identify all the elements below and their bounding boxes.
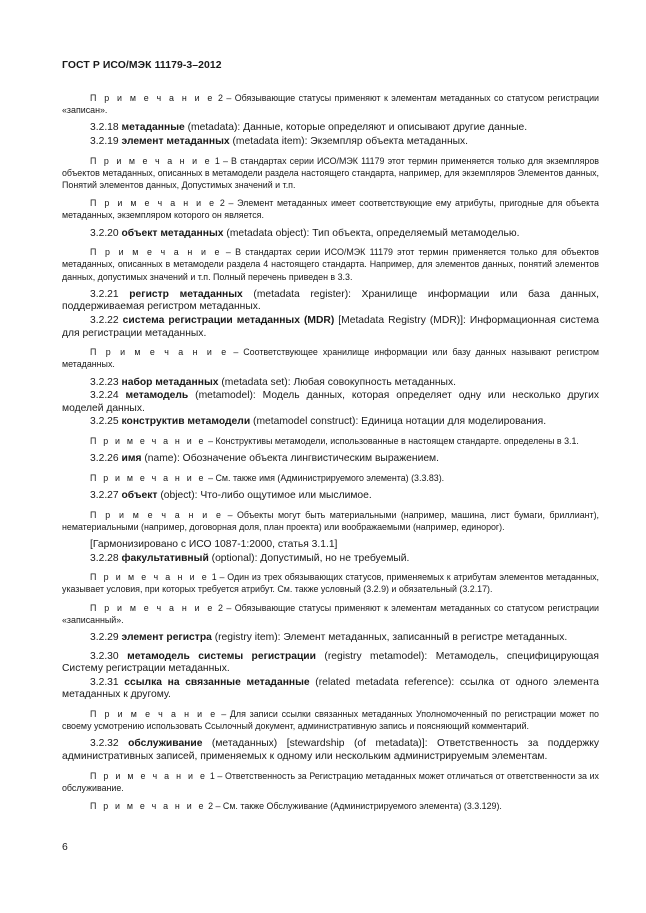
definition-text: (metadata): Данные, которые определяют и описывают другие данные. xyxy=(184,122,528,134)
note-text: – Конструктивы метамодели, использованные в настоящем стандарте. определены в 3.1. xyxy=(205,435,579,446)
definition-paragraph xyxy=(62,738,599,763)
note-label: П р и м е ч а н и е xyxy=(90,602,215,613)
definition-text: (metadata object): Тип объекта, определяемый метамоделью. xyxy=(223,227,520,239)
note-paragraph xyxy=(62,708,599,732)
term: регистр метаданных xyxy=(129,288,243,300)
note-paragraph xyxy=(62,246,599,283)
clause-number: 3.2.22 xyxy=(90,315,119,326)
definition-paragraph xyxy=(62,453,599,466)
definition-paragraph xyxy=(62,490,599,503)
definition-paragraph xyxy=(62,677,599,702)
definition-text: (metadata register): Хранилище информации или база данных, поддерживаемая регистром метаданных. xyxy=(62,288,599,313)
note-label: П р и м е ч а н и е xyxy=(90,572,209,583)
clause-number: 3.2.21 xyxy=(90,288,119,300)
clause-number: 3.2.26 xyxy=(90,453,119,465)
term: имя xyxy=(121,453,142,465)
clause-number: 3.2.25 xyxy=(90,416,119,428)
term: конструктив метамодели xyxy=(121,416,251,428)
note-text: 2 – Элемент метаданных имеет соответствующие ему атрибуты, пригодные для объекта метаданных, экземпляром которого он является. xyxy=(62,198,599,221)
document-body xyxy=(62,92,599,812)
note-paragraph xyxy=(62,571,599,595)
definition-paragraph xyxy=(62,136,599,149)
term: метамодель xyxy=(125,390,189,402)
term: обслуживание xyxy=(128,738,203,750)
note-paragraph xyxy=(62,472,599,484)
note-paragraph xyxy=(62,602,599,626)
note-text: – См. также имя (Администрируемого элемента) (3.3.83). xyxy=(205,472,445,483)
definition-paragraph xyxy=(62,390,599,415)
note-text: – В стандартах серии ИСО/МЭК 11179 этот термин применяется только для объектов метаданных, описанных в метамодели раздела 4 настоящего стандарта. Например, для элементов данных, понятий элементов данных, допустимых значений и т.п. Полный перечень приведен в 3.3. xyxy=(62,247,600,282)
clause-number: 3.2.31 xyxy=(90,676,119,688)
definition-text: (optional): Допустимый, но не требуемый. xyxy=(208,552,410,564)
note-label: П р и м е ч а н и е xyxy=(90,93,215,103)
definition-text: (related metadata reference): ссылка от одного элемента метаданных к другому. xyxy=(62,676,599,701)
note-label: П р и м е ч а н и е xyxy=(90,247,222,258)
definition-text: (name): Обозначение объекта лингвистическим выражением. xyxy=(141,453,439,465)
note-label: П р и м е ч а н и е xyxy=(90,198,217,209)
term: элемент метаданных xyxy=(121,136,230,147)
note-paragraph xyxy=(62,155,599,192)
definition-paragraph xyxy=(62,632,599,645)
note-text: 1 – Один из трех обязывающих статусов, применяемых к атрибутам элементов метаданных, указывает условия, при которых требуется атрибут. См. также условный (3.2.9) и обязательный (3.2.17). xyxy=(62,572,600,595)
source-reference: [Гармонизировано с ИСО 1087-1:2000, статья 3.1.1] xyxy=(90,538,338,550)
note-label: П р и м е ч а н и е xyxy=(90,770,208,781)
note-label: П р и м е ч а н и е xyxy=(90,509,224,520)
definition-text: (registry item): Элемент метаданных, записанный в регистре метаданных. xyxy=(211,631,568,643)
definition-text: (metadata set): Любая совокупность метаданных. xyxy=(218,376,456,388)
clause-number: 3.2.18 xyxy=(90,122,119,134)
note-paragraph xyxy=(62,800,599,812)
note-label: П р и м е ч а н и е xyxy=(90,472,206,483)
term: элемент регистра xyxy=(121,631,212,643)
definition-text: (object): Что-либо ощутимое или мыслимое. xyxy=(157,489,372,501)
note-text: 2 – Обязывающие статусы применяют к элементам метаданных со статусом регистрации «записанный». xyxy=(62,602,599,625)
term: факультативный xyxy=(121,552,209,564)
note-paragraph xyxy=(62,346,599,370)
note-text: 2 – См. также Обслуживание (Администрируемого элемента) (3.3.129). xyxy=(205,800,502,811)
document-header: ГОСТ Р ИСО/МЭК 11179-3–2012 xyxy=(62,60,222,71)
note-paragraph xyxy=(62,509,599,533)
note-label: П р и м е ч а н и е xyxy=(90,708,218,719)
definition-paragraph xyxy=(62,416,599,429)
definition-text: (metadata item): Экземпляр объекта метаданных. xyxy=(229,136,469,147)
clause-number: 3.2.19 xyxy=(90,136,119,147)
term: метамодель системы регистрации xyxy=(127,650,316,662)
definition-paragraph xyxy=(62,315,599,340)
clause-number: 3.2.29 xyxy=(90,631,119,643)
clause-number: 3.2.20 xyxy=(90,227,119,239)
note-text: – Соответствующее хранилище информации или базу данных называют регистром метаданных. xyxy=(62,347,600,370)
note-paragraph xyxy=(62,770,599,794)
definition-text: (registry metamodel): Метамодель, специфицирующая Систему регистрации метаданных. xyxy=(62,650,599,675)
definition-paragraph xyxy=(62,377,599,390)
note-label: П р и м е ч а н и е xyxy=(90,155,212,166)
term: система регистрации метаданных (MDR) xyxy=(122,315,335,326)
term: объект xyxy=(121,489,158,501)
clause-number: 3.2.30 xyxy=(90,650,119,662)
note-label: П р и м е ч а н и е xyxy=(90,435,206,446)
definition-paragraph xyxy=(62,553,599,566)
term: набор метаданных xyxy=(121,376,219,388)
definition-text: [Metadata Registry (MDR)]: Информационная система для регистрации метаданных. xyxy=(62,315,599,339)
definition-text: (metamodel construct): Единица нотации для моделирования. xyxy=(250,416,547,428)
definition-text: (метаданных) [stewardship (of metadata)]: Ответственность за поддержку административных записей, применяемых к одному или нескольким администрируемым элементам. xyxy=(62,738,599,762)
definition-paragraph xyxy=(62,651,599,676)
definition-paragraph xyxy=(62,228,599,241)
note-text: 1 – В стандартах серии ИСО/МЭК 11179 этот термин применяется только для экземпляров объектов метаданных, описанных в метамодели раздела настоящего стандарта, например, для экземпляров Элементов данных, Понятий элементов данных, Допустимых значений и т.п. xyxy=(62,155,599,190)
note-text: 2 – Обязывающие статусы применяют к элементам метаданных со статусом регистрации «записан». xyxy=(62,93,599,116)
clause-number: 3.2.32 xyxy=(90,738,119,750)
note-paragraph xyxy=(62,197,599,221)
definition-text: (metamodel): Модель данных, которая определяет одну или несколько других моделей данных. xyxy=(62,390,599,414)
page-number: 6 xyxy=(62,842,68,853)
clause-number: 3.2.28 xyxy=(90,552,119,564)
clause-number: 3.2.24 xyxy=(90,390,119,402)
note-paragraph xyxy=(62,435,599,447)
note-text: – Для записи ссылки связанных метаданных Уполномоченный по регистрации может по своему усмотрению использовать Ссылочный документ, административную запись и поясняющий комментарий. xyxy=(62,708,599,732)
clause-number: 3.2.23 xyxy=(90,376,119,388)
term: объект метаданных xyxy=(121,227,224,239)
note-label: П р и м е ч а н и е xyxy=(90,347,229,358)
note-label: П р и м е ч а н и е xyxy=(90,800,206,811)
term: ссылка на связанные метаданные xyxy=(124,676,310,688)
definition-paragraph xyxy=(62,122,599,135)
clause-number: 3.2.27 xyxy=(90,489,119,501)
term: метаданные xyxy=(121,122,185,134)
note-text: – Объекты могут быть материальными (например, машина, лист бумаги, бриллиант), нематериальными (например, договорная доля, план проекта) или воображаемыми (например, единорог). xyxy=(62,509,600,532)
definition-paragraph xyxy=(62,289,599,314)
note-paragraph xyxy=(62,92,599,116)
note-text: 1 – Ответственность за Регистрацию метаданных может отличаться от ответственности за их обслуживание. xyxy=(62,770,599,793)
